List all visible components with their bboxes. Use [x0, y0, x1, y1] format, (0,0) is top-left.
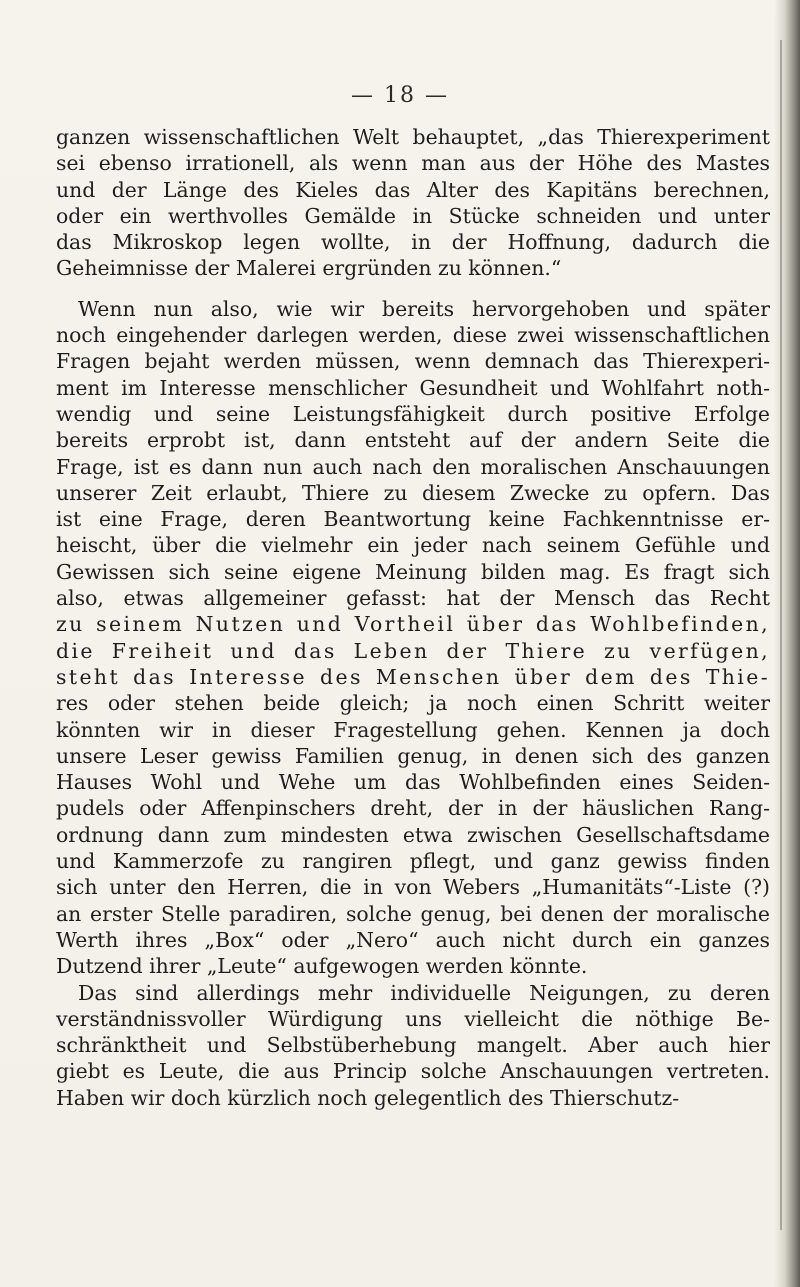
- page-number: — 18 —: [351, 83, 449, 108]
- text-line: Dutzend ihrer „Leute“ aufgewogen werden könnte.: [56, 954, 588, 979]
- text-line: bereits erprobt ist, dann entsteht auf der andern Seite die: [56, 428, 770, 453]
- text-line: res oder stehen beide gleich; ja noch einen Schritt weiter: [56, 691, 770, 716]
- text-line: Gewissen sich seine eigene Meinung bilden mag. Es fragt sich: [56, 559, 770, 584]
- text-line: ment im Interesse menschlicher Gesundheit und Wohlfahrt noth-: [56, 375, 770, 400]
- text-line: Hauses Wohl und Wehe um das Wohlbefinden eines Seiden-: [56, 770, 770, 795]
- text-line: Geheimnisse der Malerei ergründen zu können.“: [56, 256, 562, 281]
- text-line: die Freiheit und das Leben der Thiere zu verfügen,: [56, 638, 770, 663]
- text-line: das Mikroskop legen wollte, in der Hoffnung, dadurch die: [56, 230, 770, 255]
- text-line: sei ebenso irrationell, als wenn man aus der Höhe des Mastes: [56, 151, 770, 176]
- text-line: Wenn nun also, wie wir bereits hervorgehoben und später: [78, 296, 770, 321]
- page-edge-shadow: [774, 0, 800, 1287]
- text-line: giebt es Leute, die aus Princip solche Anschauungen vertreten.: [56, 1059, 770, 1084]
- binding-line: [780, 40, 782, 1230]
- text-line: Fragen bejaht werden müssen, wenn demnach das Thierexperi-: [56, 349, 770, 374]
- text-line: Haben wir doch kürzlich noch gelegentlich des Thierschutz-: [56, 1085, 680, 1110]
- text-line: pudels oder Affenpinschers dreht, der in der häuslichen Rang-: [56, 796, 770, 821]
- text-line: zu seinem Nutzen und Vortheil über das Wohlbefinden,: [56, 612, 770, 637]
- text-line: schränktheit und Selbstüberhebung mangelt. Aber auch hier: [56, 1033, 770, 1058]
- text-line: und der Länge des Kieles das Alter des Kapitäns berechnen,: [56, 177, 770, 202]
- text-line: an erster Stelle paradiren, solche genug, bei denen der moralische: [56, 901, 770, 926]
- body-text: [56, 124, 770, 1111]
- text-line: Frage, ist es dann nun auch nach den moralischen Anschauungen: [56, 454, 770, 479]
- text-line: oder ein werthvolles Gemälde in Stücke schneiden und unter: [56, 203, 770, 228]
- text-line: verständnissvoller Würdigung uns vielleicht die nöthige Be-: [56, 1006, 770, 1031]
- text-line: noch eingehender darlegen werden, diese zwei wissenschaftlichen: [56, 323, 770, 348]
- text-line: und Kammerzofe zu rangiren pflegt, und ganz gewiss finden: [56, 849, 770, 874]
- text-line: Werth ihres „Box“ oder „Nero“ auch nicht durch ein ganzes: [56, 927, 770, 952]
- text-line: Das sind allerdings mehr individuelle Neigungen, zu deren: [78, 980, 770, 1005]
- text-line: wendig und seine Leistungsfähigkeit durch positive Erfolge: [56, 401, 770, 426]
- paragraph-gap: [56, 282, 770, 296]
- text-line: unserer Zeit erlaubt, Thiere zu diesem Zwecke zu opfern. Das: [56, 480, 770, 505]
- text-line: ist eine Frage, deren Beantwortung keine Fachkenntnisse er-: [56, 507, 770, 532]
- text-line: ganzen wissenschaftlichen Welt behauptet, „das Thierexperiment: [56, 125, 770, 149]
- text-line: könnten wir in dieser Fragestellung gehen. Kennen ja doch: [56, 717, 770, 742]
- text-line: ordnung dann zum mindesten etwa zwischen Gesellschaftsdame: [56, 822, 770, 847]
- text-line: unsere Leser gewiss Familien genug, in denen sich des ganzen: [56, 743, 770, 768]
- text-line: heischt, über die vielmehr ein jeder nach seinem Gefühle und: [56, 533, 770, 558]
- text-line: sich unter den Herren, die in von Webers „Humanitäts“-Liste (?): [56, 875, 770, 900]
- text-line: also, etwas allgemeiner gefasst: hat der Mensch das Recht: [56, 586, 770, 611]
- text-line: steht das Interesse des Menschen über dem des Thie-: [56, 664, 770, 689]
